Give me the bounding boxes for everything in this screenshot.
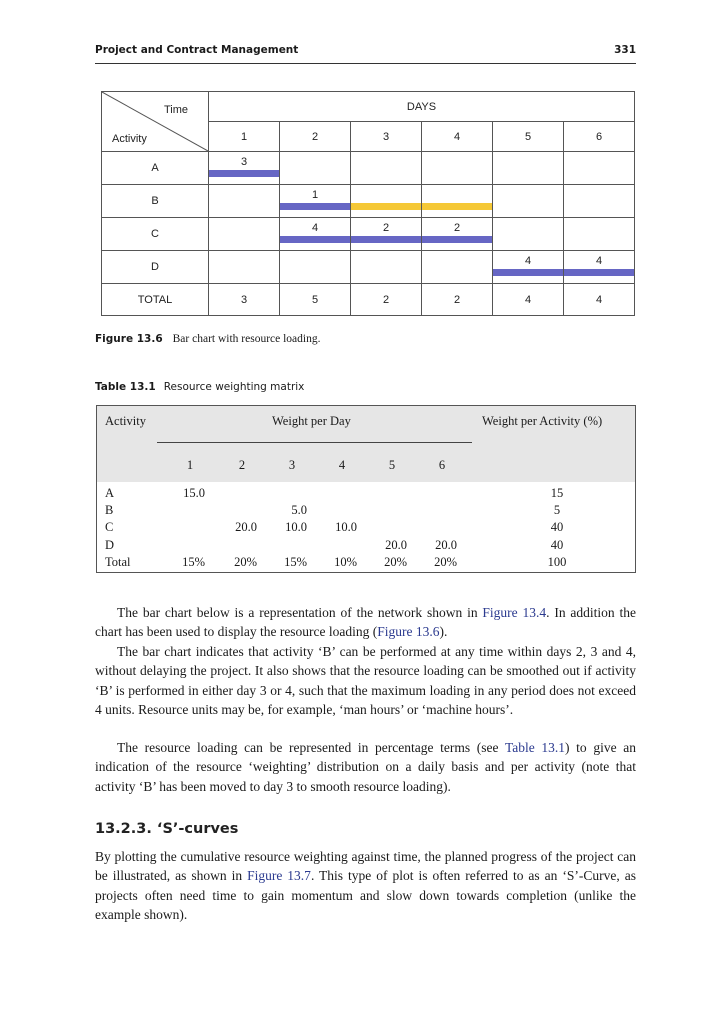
paragraph-text: The bar chart indicates that activity ‘B’ can be performed at any time within days 2, 3 and 4, without delaying the project. It also shows that the resource loading can be smoothed out if activity ‘B’ is performed in either day 3 or 4, such that the maximum loading in any period does not exceed 4 units. Resource units may be, for example, ‘man hours’ or ‘machine hours’. <box>95 644 636 717</box>
running-head <box>95 44 636 56</box>
weight-per-activity-cell: 40 <box>550 520 564 534</box>
day-header: 6 <box>564 122 635 152</box>
activity-day-cell <box>564 218 635 251</box>
weight-per-activity-cell: 40 <box>550 538 564 552</box>
activity-day-cell <box>280 218 351 251</box>
day-header: 4 <box>422 122 493 152</box>
header-subrule <box>157 442 472 443</box>
total-value: 2 <box>351 284 422 316</box>
activity-bar <box>564 269 634 276</box>
activity-day-cell <box>493 185 564 218</box>
paragraph-text: . In addition the chart has been used to display the resource loading ( <box>95 605 637 640</box>
activity-name: C <box>102 218 209 251</box>
total-value: 5 <box>280 284 351 316</box>
day-column-header: 5 <box>388 458 396 472</box>
activity-day-cell <box>209 218 280 251</box>
activity-row <box>102 251 635 284</box>
resource-units-label: 2 <box>453 222 461 234</box>
paragraph <box>95 738 636 796</box>
weight-per-activity-cell: 15 <box>550 486 564 500</box>
resource-bar-chart <box>101 91 635 316</box>
resource-units-label: 4 <box>595 255 603 267</box>
weight-cell: 10.0 <box>335 520 357 534</box>
corner-header-cell <box>102 92 209 152</box>
weight-cell: 20.0 <box>385 538 407 552</box>
paragraph-text: ). <box>439 624 448 640</box>
day-column-header: 2 <box>238 458 246 472</box>
resource-units-label: 2 <box>382 222 390 234</box>
day-header: 5 <box>493 122 564 152</box>
weight-cell: 20% <box>234 555 257 569</box>
figure-link[interactable]: Figure 13.7 <box>247 868 311 884</box>
paragraph-text: The bar chart below is a representation of the network shown in <box>117 605 483 620</box>
row-label: D <box>105 538 115 552</box>
total-label: TOTAL <box>102 284 209 316</box>
days-header: DAYS <box>209 92 635 122</box>
figure-caption-text: Bar chart with resource loading. <box>172 333 321 345</box>
activity-bar <box>280 236 350 243</box>
activity-day-cell <box>280 251 351 284</box>
weight-cell: 15% <box>182 555 205 569</box>
activity-name: B <box>102 185 209 218</box>
activity-day-cell <box>280 152 351 185</box>
activity-day-cell <box>422 152 493 185</box>
header-weight-per-activity: Weight per Activity (%) <box>482 414 603 428</box>
figure-link[interactable]: Figure 13.6 <box>377 624 440 640</box>
activity-day-cell <box>351 185 422 218</box>
activity-bar <box>422 236 492 243</box>
activity-day-cell <box>493 251 564 284</box>
paragraph-text: ) to give an indication of the resource ‘weighting’ distribution on a daily basis and per activity (note that activity ‘B’ has been moved to day 3 to smooth resource loading). <box>95 740 636 794</box>
weight-cell: 10% <box>334 555 357 569</box>
figure-caption <box>95 333 320 345</box>
activity-day-cell <box>493 152 564 185</box>
float-bar <box>351 203 421 210</box>
activity-row <box>102 152 635 185</box>
row-label: B <box>105 503 114 517</box>
day-column-header: 1 <box>186 458 194 472</box>
activity-bar <box>280 203 350 210</box>
activity-day-cell <box>493 218 564 251</box>
day-header: 2 <box>280 122 351 152</box>
weight-cell: 20% <box>434 555 457 569</box>
header-weight-per-day: Weight per Day <box>272 414 351 428</box>
resource-units-label: 1 <box>311 189 319 201</box>
weight-per-activity-cell: 100 <box>547 555 567 569</box>
weight-cell: 10.0 <box>285 520 307 534</box>
activity-bar <box>209 170 279 177</box>
activity-day-cell <box>351 251 422 284</box>
weight-cell: 15% <box>284 555 307 569</box>
running-head-title: Project and Contract Management <box>95 44 299 56</box>
activity-day-cell <box>351 218 422 251</box>
total-value: 4 <box>493 284 564 316</box>
weight-cell: 20.0 <box>235 520 257 534</box>
total-value: 3 <box>209 284 280 316</box>
activity-day-cell <box>209 251 280 284</box>
activity-bar <box>351 236 421 243</box>
paragraph <box>95 847 636 924</box>
paragraph-text: . This type of plot is often referred to as an ‘S’-Curve, as projects often need time to gain momentum and slow down towards completion (unlike the example shown). <box>95 868 637 922</box>
header-rule <box>95 63 636 64</box>
activity-name: D <box>102 251 209 284</box>
activity-name: A <box>102 152 209 185</box>
activity-day-cell <box>564 251 635 284</box>
resource-units-label: 4 <box>524 255 532 267</box>
day-column-header: 6 <box>438 458 446 472</box>
resource-units-label: 4 <box>311 222 319 234</box>
weight-cell: 5.0 <box>291 503 307 517</box>
figure-caption-label: Figure 13.6 <box>95 333 163 345</box>
resource-weighting-table <box>96 405 636 573</box>
weight-per-activity-cell: 5 <box>553 503 561 517</box>
activity-day-cell <box>422 218 493 251</box>
table-caption-text: Resource weighting matrix <box>163 381 305 393</box>
activity-day-cell <box>422 251 493 284</box>
activity-row <box>102 218 635 251</box>
page-number: 331 <box>614 44 636 56</box>
activity-day-cell <box>564 185 635 218</box>
table-caption <box>95 381 304 393</box>
resource-units-label: 3 <box>240 156 248 168</box>
paragraph-text: By plotting the cumulative resource weighting against time, the planned progress of the project can be illustrated, as shown in <box>95 849 636 884</box>
figure-link[interactable]: Figure 13.4 <box>482 605 547 620</box>
table-link[interactable]: Table 13.1 <box>504 740 566 755</box>
activity-row <box>102 185 635 218</box>
table-header <box>97 406 635 482</box>
float-bar <box>422 203 492 210</box>
corner-time-label: Time <box>164 104 189 116</box>
table-caption-label: Table 13.1 <box>95 381 156 393</box>
day-column-header: 4 <box>338 458 346 472</box>
activity-day-cell <box>209 152 280 185</box>
header-activity: Activity <box>105 414 146 428</box>
row-label: Total <box>105 555 131 569</box>
day-header: 3 <box>351 122 422 152</box>
paragraph <box>95 603 636 642</box>
section-heading: 13.2.3. ‘S’-curves <box>95 821 239 837</box>
total-value: 4 <box>564 284 635 316</box>
weight-cell: 20% <box>384 555 407 569</box>
activity-day-cell <box>422 185 493 218</box>
day-column-header: 3 <box>288 458 296 472</box>
activity-day-cell <box>280 185 351 218</box>
paragraph <box>95 642 636 719</box>
activity-day-cell <box>209 185 280 218</box>
paragraph-text: The resource loading can be represented in percentage terms (see <box>117 740 505 755</box>
activity-bar <box>493 269 563 276</box>
day-header: 1 <box>209 122 280 152</box>
activity-day-cell <box>564 152 635 185</box>
row-label: A <box>105 486 115 500</box>
corner-activity-label: Activity <box>112 133 147 145</box>
activity-day-cell <box>351 152 422 185</box>
total-value: 2 <box>422 284 493 316</box>
weight-cell: 15.0 <box>183 486 205 500</box>
weight-cell: 20.0 <box>435 538 457 552</box>
row-label: C <box>105 520 114 534</box>
